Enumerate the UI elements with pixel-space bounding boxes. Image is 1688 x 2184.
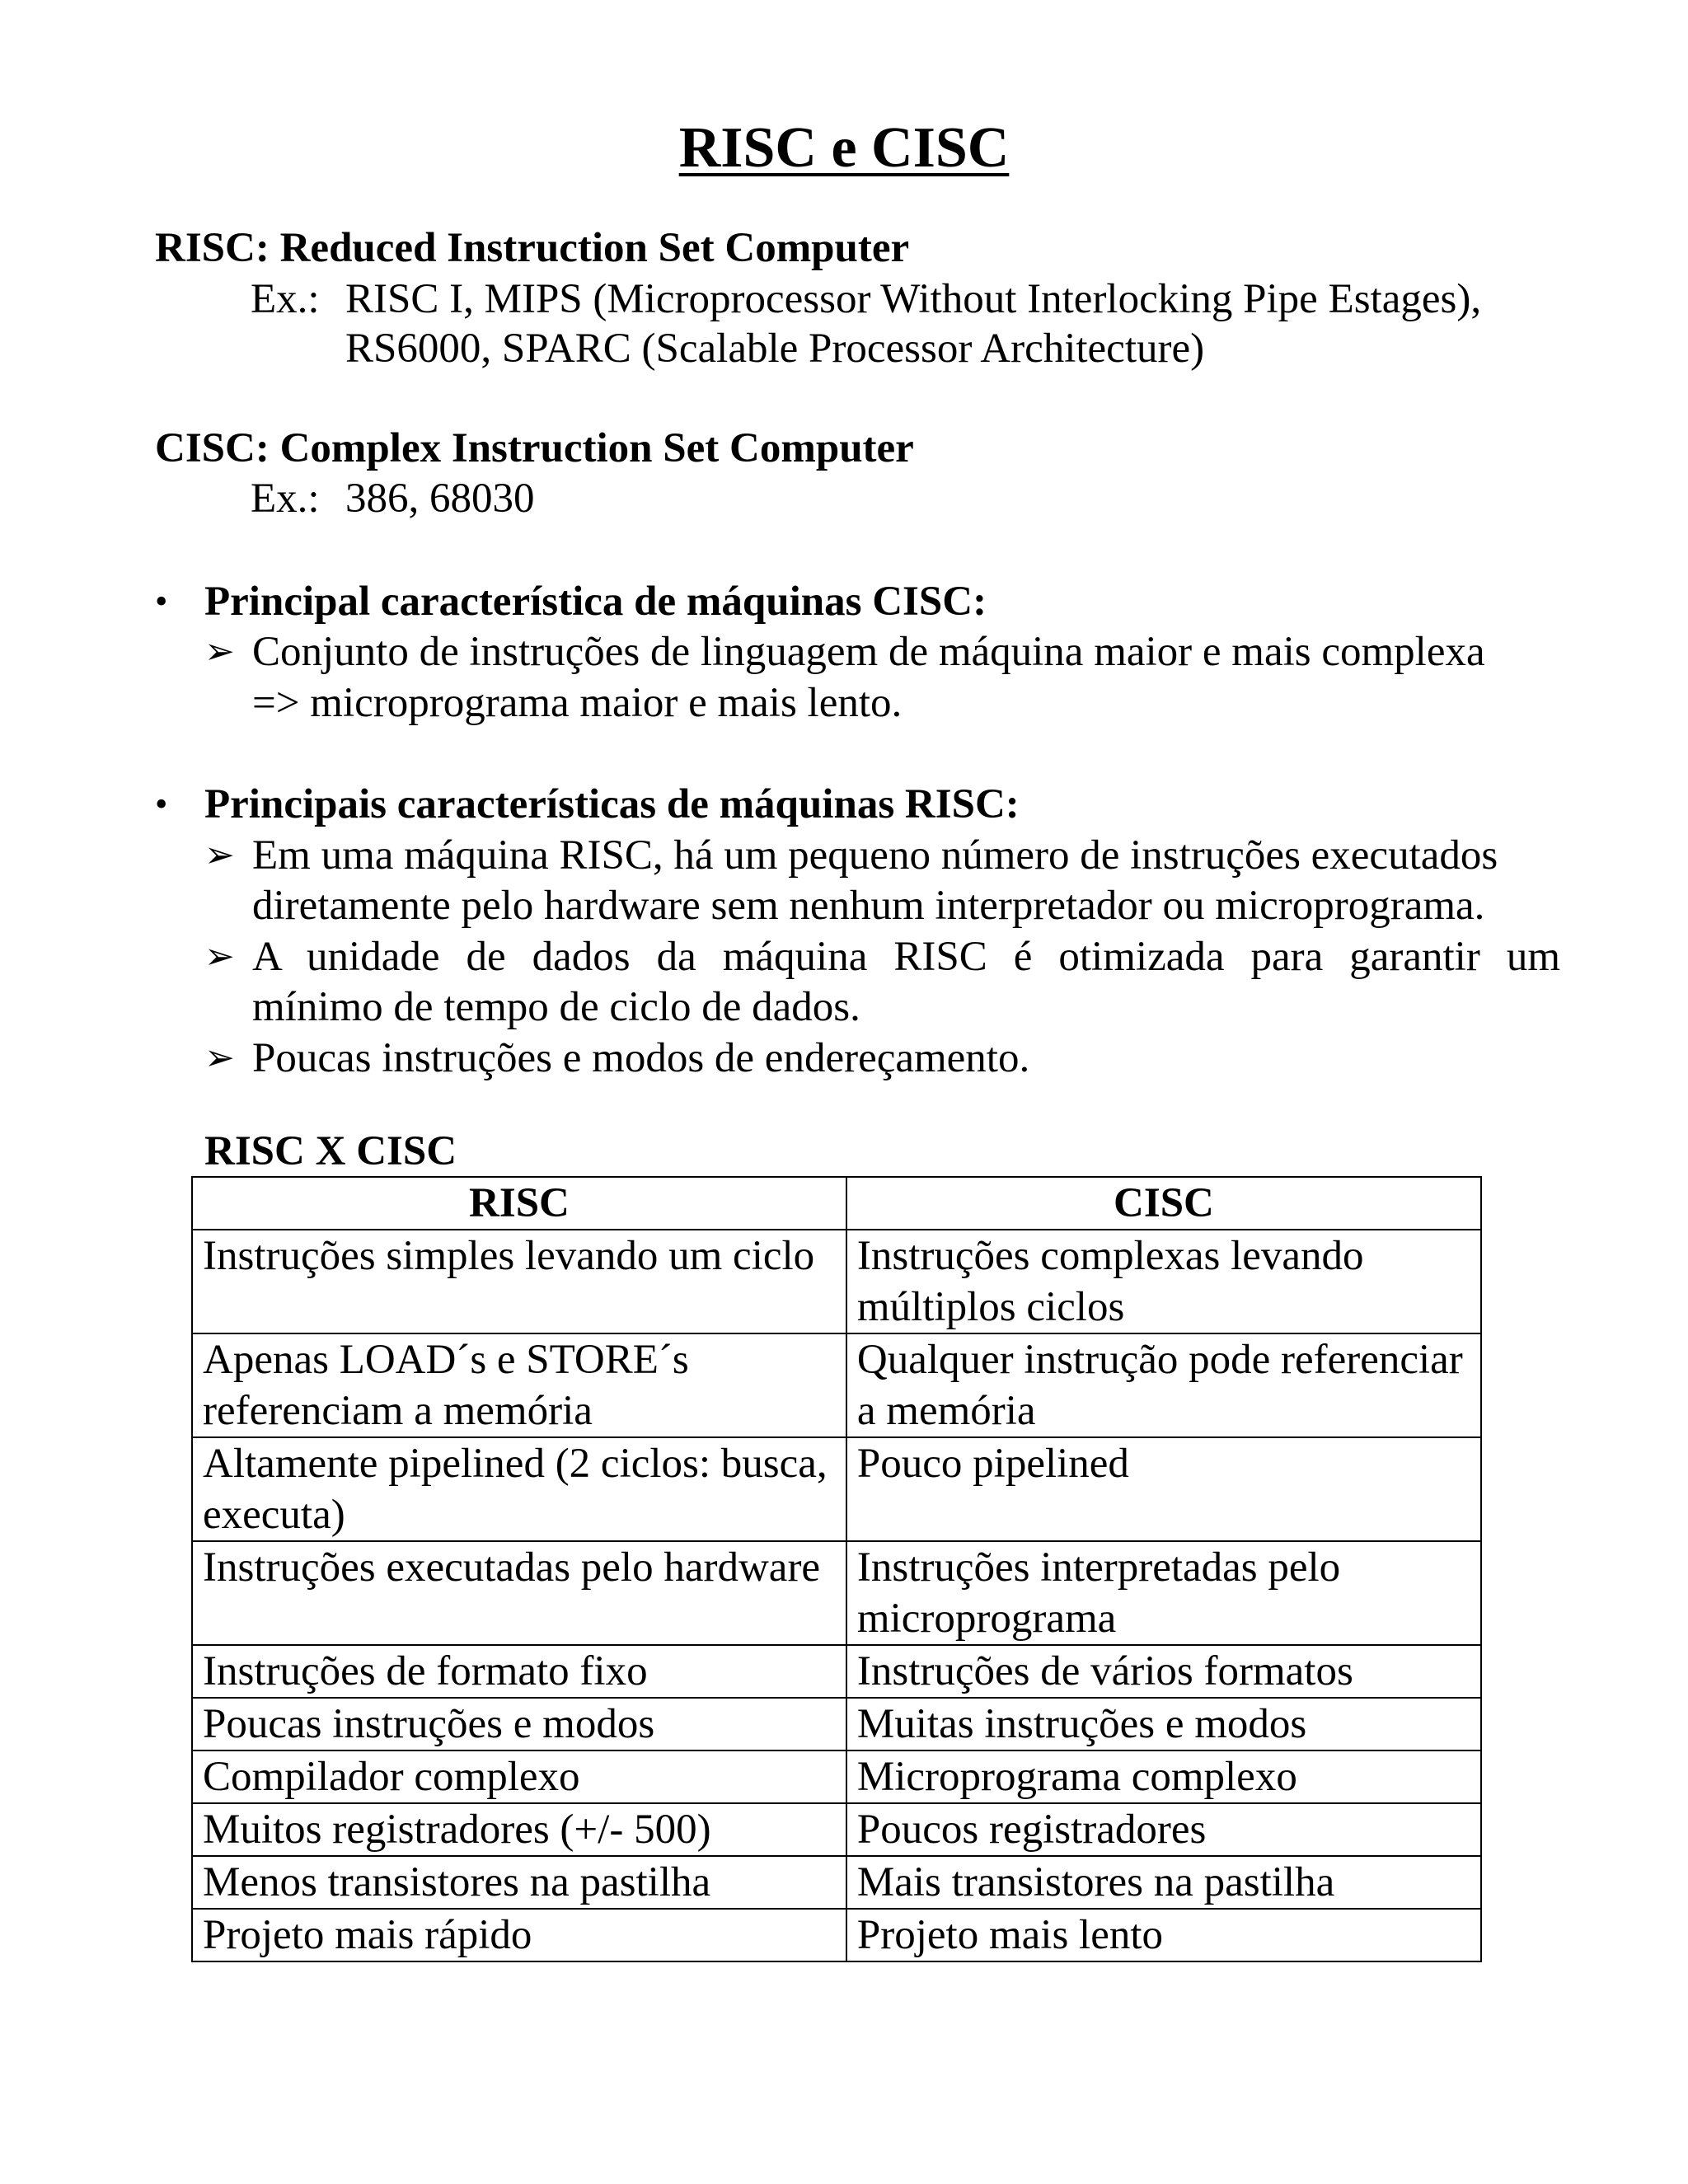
table-row	[192, 1856, 1481, 1909]
table-cell-risc: Apenas LOAD´s e STORE´s referenciam a memória	[192, 1333, 846, 1437]
bullet-icon: •	[155, 784, 168, 824]
table-row	[192, 1698, 1481, 1750]
table-cell-risc: Instruções simples levando um ciclo	[192, 1230, 846, 1333]
arrow-bullet-icon: ➢	[204, 835, 235, 875]
table-cell-cisc: Instruções interpretadas pelo microprograma	[846, 1541, 1481, 1645]
risc-example-line-1: RISC I, MIPS (Microprocessor Without Interlocking Pipe Estages),	[345, 276, 1482, 322]
table-cell-cisc: Instruções de vários formatos	[846, 1645, 1481, 1698]
table-row	[192, 1333, 1481, 1437]
table-row	[192, 1230, 1481, 1333]
table-row	[192, 1750, 1481, 1803]
table-cell-risc: Projeto mais rápido	[192, 1909, 846, 1961]
arrow-bullet-icon: ➢	[204, 1038, 235, 1078]
arrow-bullet-icon: ➢	[204, 631, 235, 672]
cisc-heading: CISC: Complex Instruction Set Computer	[155, 425, 914, 471]
risc-features-heading: Principais características de máquinas RISC:	[204, 781, 1020, 827]
cisc-feature-1-line-1: Conjunto de instruções de linguagem de máquina maior e mais complexa	[252, 629, 1485, 675]
table-cell-risc: Altamente pipelined (2 ciclos: busca, executa)	[192, 1437, 846, 1541]
table-cell-risc: Poucas instruções e modos	[192, 1698, 846, 1750]
risc-feature-1-line-2: diretamente pelo hardware sem nenhum interpretador ou microprograma.	[252, 883, 1485, 929]
table-cell-risc: Menos transistores na pastilha	[192, 1856, 846, 1909]
table-row	[192, 1803, 1481, 1856]
table-cell-cisc: Mais transistores na pastilha	[846, 1856, 1481, 1909]
risc-example-line-2: RS6000, SPARC (Scalable Processor Architecture)	[345, 326, 1205, 372]
comparison-heading: RISC X CISC	[204, 1128, 457, 1174]
table-row	[192, 1909, 1481, 1961]
table-row	[192, 1437, 1481, 1541]
cisc-features-heading: Principal característica de máquinas CISC:	[204, 579, 987, 625]
column-header-risc: RISC	[192, 1177, 846, 1230]
risc-example-label: Ex.:	[251, 276, 320, 322]
cisc-example-line-1: 386, 68030	[345, 476, 535, 522]
table-cell-cisc: Muitas instruções e modos	[846, 1698, 1481, 1750]
bullet-icon: •	[155, 581, 168, 621]
column-header-cisc: CISC	[846, 1177, 1481, 1230]
page-title: RISC e CISC	[678, 116, 1010, 180]
cisc-example-label: Ex.:	[251, 476, 320, 522]
comparison-table	[191, 1176, 1482, 1962]
table-row	[192, 1541, 1481, 1645]
cisc-feature-1-line-2: => microprograma maior e mais lento.	[252, 680, 903, 726]
table-cell-cisc: Microprograma complexo	[846, 1750, 1481, 1803]
table-cell-risc: Instruções de formato fixo	[192, 1645, 846, 1698]
table-header-row	[192, 1177, 1481, 1230]
risc-feature-3-line-1: Poucas instruções e modos de endereçamento.	[252, 1035, 1030, 1081]
table-cell-risc: Compilador complexo	[192, 1750, 846, 1803]
arrow-bullet-icon: ➢	[204, 936, 235, 977]
table-cell-cisc: Pouco pipelined	[846, 1437, 1481, 1541]
table-row	[192, 1645, 1481, 1698]
risc-feature-1-line-1: Em uma máquina RISC, há um pequeno número de instruções executados	[252, 832, 1498, 879]
table-cell-cisc: Poucos registradores	[846, 1803, 1481, 1856]
risc-feature-2-line-2: mínimo de tempo de ciclo de dados.	[252, 984, 860, 1030]
risc-heading: RISC: Reduced Instruction Set Computer	[155, 225, 910, 271]
table-cell-risc: Muitos registradores (+/- 500)	[192, 1803, 846, 1856]
table-cell-cisc: Qualquer instrução pode referenciar a memória	[846, 1333, 1481, 1437]
table-cell-risc: Instruções executadas pelo hardware	[192, 1541, 846, 1645]
risc-feature-2-line-1: A unidade de dados da máquina RISC é otimizada para garantir um	[252, 934, 1560, 980]
table-cell-cisc: Projeto mais lento	[846, 1909, 1481, 1961]
table-cell-cisc: Instruções complexas levando múltiplos ciclos	[846, 1230, 1481, 1333]
